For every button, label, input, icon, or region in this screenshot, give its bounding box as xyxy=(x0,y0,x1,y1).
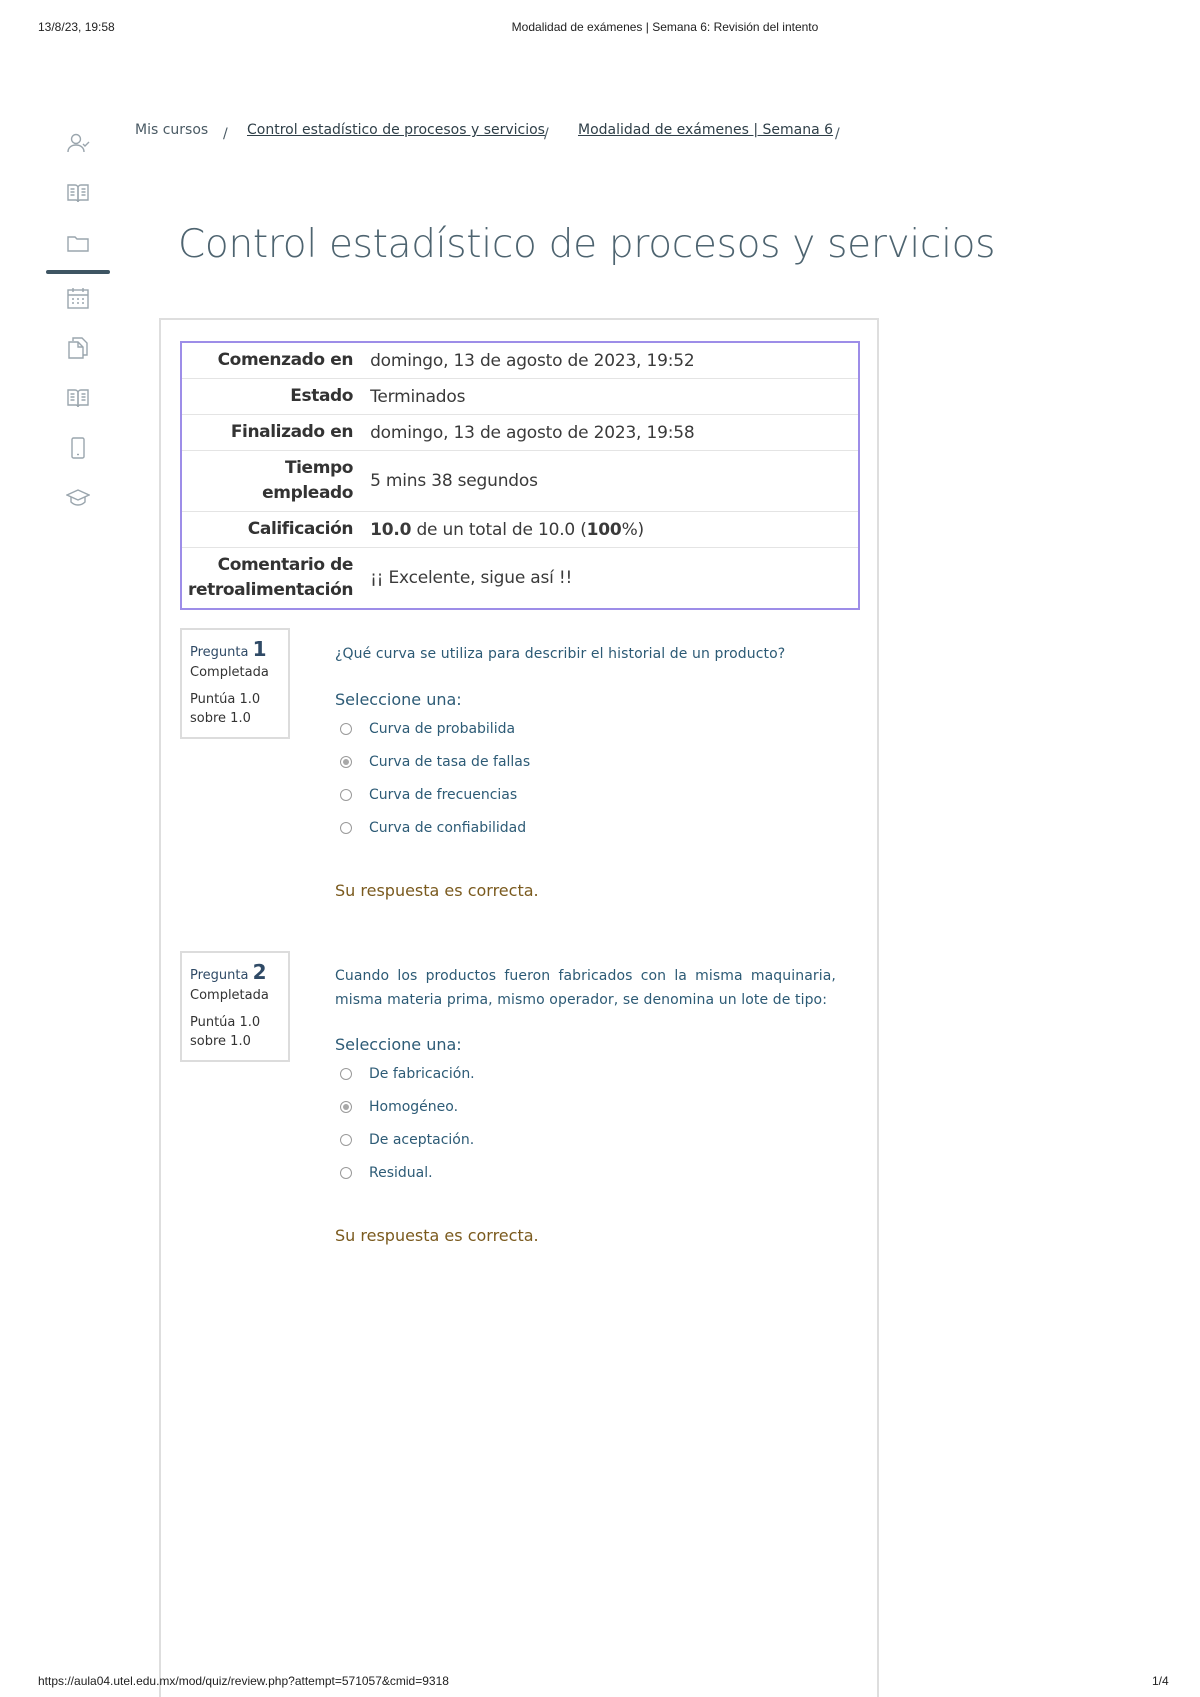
feedback-label-line1: Comentario de xyxy=(217,555,354,575)
radio-button-checked[interactable] xyxy=(340,1101,352,1113)
answer-option-label[interactable]: Residual. xyxy=(369,1165,433,1181)
attempt-summary-table xyxy=(180,341,860,610)
summary-row-finished xyxy=(181,415,859,451)
answer-option[interactable] xyxy=(340,1130,474,1150)
summary-row-time xyxy=(181,451,859,512)
breadcrumb-separator: / xyxy=(835,126,840,142)
user-icon[interactable] xyxy=(66,131,90,155)
answer-option[interactable] xyxy=(340,818,526,838)
mobile-icon[interactable] xyxy=(66,436,90,460)
select-one-label: Seleccione una: xyxy=(335,690,462,709)
question-text: Cuando los productos fueron fabricados con la misma maquinaria, misma materia prima, mismo operador, se denomina un lote de tipo: xyxy=(335,968,836,1008)
question-grade-line1: Puntúa 1.0 xyxy=(190,1015,261,1030)
breadcrumb-item-my-courses[interactable]: Mis cursos xyxy=(135,122,209,138)
finished-value: domingo, 13 de agosto de 2023, 19:58 xyxy=(361,415,859,451)
answer-option-selected[interactable] xyxy=(340,1097,458,1117)
time-label-line1: Tiempo xyxy=(284,458,354,478)
files-icon[interactable] xyxy=(66,336,90,360)
question-grade-line1: Puntúa 1.0 xyxy=(190,692,261,707)
radio-button-checked[interactable] xyxy=(340,756,352,768)
book-icon[interactable] xyxy=(66,181,90,205)
time-label xyxy=(181,451,361,512)
question-info-box xyxy=(180,628,290,739)
print-page-number: 1/4 xyxy=(1152,1674,1169,1688)
question-heading xyxy=(190,637,280,661)
print-title: Modalidad de exámenes | Semana 6: Revisión del intento xyxy=(511,20,819,34)
started-value: domingo, 13 de agosto de 2023, 19:52 xyxy=(370,350,695,371)
answer-option-label[interactable]: De fabricación. xyxy=(369,1066,475,1082)
radio-button[interactable] xyxy=(340,723,352,735)
answer-option-selected[interactable] xyxy=(340,752,530,772)
radio-button[interactable] xyxy=(340,1068,352,1080)
summary-row-state xyxy=(181,379,859,415)
print-url: https://aula04.utel.edu.mx/mod/quiz/review.php?attempt=571057&cmid=9318 xyxy=(38,1674,449,1688)
graduation-cap-icon[interactable] xyxy=(66,486,90,510)
question-label: Pregunta xyxy=(190,968,249,983)
feedback-value: ¡¡ Excelente, sigue así !! xyxy=(361,548,859,610)
question-grade xyxy=(190,1013,280,1051)
answer-feedback: Su respuesta es correcta. xyxy=(335,881,539,900)
grade-total: de un total de 10.0 ( xyxy=(416,519,587,540)
answer-option[interactable] xyxy=(340,1163,433,1183)
state-value: Terminados xyxy=(361,379,859,415)
question-grade-line2: sobre 1.0 xyxy=(190,1034,251,1049)
answer-option[interactable] xyxy=(340,785,517,805)
answer-option-label[interactable]: Curva de confiabilidad xyxy=(369,820,527,836)
grade-percent-suffix: %) xyxy=(621,519,644,540)
breadcrumb-separator: / xyxy=(544,126,549,142)
started-label: Comenzado en xyxy=(217,350,354,370)
question-info-box xyxy=(180,951,290,1062)
grade-label: Calificación xyxy=(181,512,361,548)
feedback-label-line2: retroalimentación xyxy=(188,580,354,600)
answer-option-label[interactable]: Curva de frecuencias xyxy=(369,787,518,803)
radio-button[interactable] xyxy=(340,789,352,801)
radio-button[interactable] xyxy=(340,1167,352,1179)
question-text: ¿Qué curva se utiliza para describir el historial de un producto? xyxy=(335,646,786,662)
grade-value xyxy=(361,512,859,548)
breadcrumb-separator: / xyxy=(223,126,228,142)
answer-feedback: Su respuesta es correcta. xyxy=(335,1226,539,1245)
answer-option-label[interactable]: Curva de probabilida xyxy=(369,721,516,737)
answer-option[interactable] xyxy=(340,719,515,739)
state-label: Estado xyxy=(181,379,361,415)
summary-row-grade xyxy=(181,512,859,548)
answer-option[interactable] xyxy=(340,1064,475,1084)
grade-percent: 100 xyxy=(586,519,622,540)
print-datetime: 13/8/23, 19:58 xyxy=(38,20,115,34)
book-icon[interactable] xyxy=(66,386,90,410)
question-grade xyxy=(190,690,280,728)
answer-option-label[interactable]: Homogéneo. xyxy=(369,1099,459,1115)
answer-option-label[interactable]: Curva de tasa de fallas xyxy=(369,754,531,770)
calendar-icon[interactable] xyxy=(66,286,90,310)
select-one-label: Seleccione una: xyxy=(335,1035,462,1054)
summary-row-feedback xyxy=(181,548,859,610)
question-label: Pregunta xyxy=(190,645,249,660)
feedback-label xyxy=(181,548,361,610)
question-number: 1 xyxy=(252,637,267,661)
answer-option-label[interactable]: De aceptación. xyxy=(369,1132,475,1148)
time-value: 5 mins 38 segundos xyxy=(361,451,859,512)
sidebar-active-indicator xyxy=(46,270,110,274)
question-grade-line2: sobre 1.0 xyxy=(190,711,251,726)
summary-row-started xyxy=(181,342,859,379)
radio-button[interactable] xyxy=(340,822,352,834)
time-label-line2: empleado xyxy=(262,483,354,503)
question-state: Completada xyxy=(190,665,269,680)
question-number: 2 xyxy=(252,960,267,984)
radio-button[interactable] xyxy=(340,1134,352,1146)
question-state: Completada xyxy=(190,988,269,1003)
finished-label: Finalizado en xyxy=(181,415,361,451)
page-title: Control estadístico de procesos y servicios xyxy=(178,222,996,267)
folder-icon[interactable] xyxy=(66,231,90,255)
breadcrumb-item-exam[interactable]: Modalidad de exámenes | Semana 6 xyxy=(578,122,834,138)
grade-score: 10.0 xyxy=(370,519,412,540)
breadcrumb-item-course[interactable]: Control estadístico de procesos y servicios xyxy=(247,122,545,138)
question-heading xyxy=(190,960,280,984)
